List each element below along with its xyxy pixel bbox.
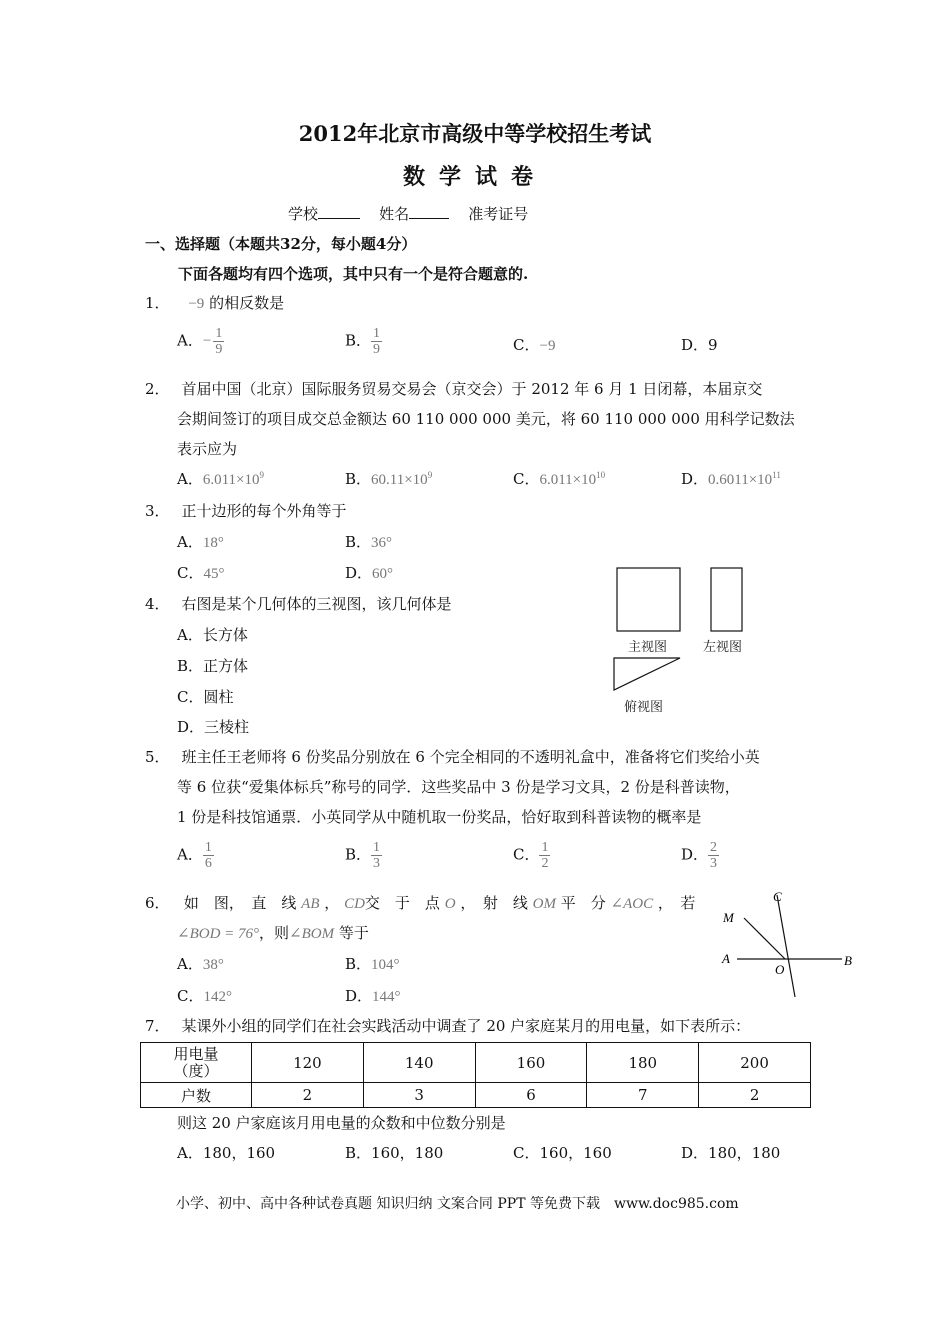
q5-option-c[interactable]: C． $\frac{1}{2}$ bbox=[513, 840, 549, 871]
label-b: B bbox=[844, 953, 852, 968]
q7-option-d[interactable]: D．180，180 bbox=[681, 1144, 781, 1162]
left-view-rect bbox=[711, 568, 742, 631]
footer-note: 小学、初中、高中各种试卷真题 知识归纳 文案合同 PPT 等免费下载 www.doc985.com bbox=[176, 1196, 739, 1212]
q3-option-c[interactable]: C．45° bbox=[177, 564, 225, 582]
paper-subtitle: 数学试卷 bbox=[402, 164, 547, 190]
q3-option-b[interactable]: B．36° bbox=[345, 533, 393, 551]
top-view-triangle bbox=[614, 658, 680, 690]
q4-option-d[interactable]: D．三棱柱 bbox=[177, 718, 250, 736]
table-cell: 200 bbox=[699, 1043, 811, 1083]
q2-line2: 会期间签订的项目成交总金额达 60 110 000 000 美元，将 60 110 000 000 用科学记数法 bbox=[177, 410, 795, 428]
q7-option-b[interactable]: B．160，180 bbox=[345, 1144, 444, 1162]
q7-option-a[interactable]: A．180，160 bbox=[177, 1144, 276, 1162]
q2-option-b[interactable]: B．$60.11\times 10^9$ bbox=[345, 470, 433, 488]
q2-line1: 2． 首届中国（北京）国际服务贸易交易会（京交会）于 2012 年 6 月 1 日闭幕，本届京交 bbox=[145, 380, 763, 398]
line-cd bbox=[777, 895, 795, 997]
q5-option-b[interactable]: B． $\frac{1}{3}$ bbox=[345, 840, 381, 871]
q5-line1: 5． 班主任王老师将 6 份奖品分别放在 6 个完全相同的不透明礼盒中，准备将它们奖给小英 bbox=[145, 748, 760, 766]
q7-option-c[interactable]: C．160，160 bbox=[513, 1144, 612, 1162]
q6-option-b[interactable]: B．104° bbox=[345, 955, 400, 973]
q1-option-c[interactable]: C．−9 bbox=[513, 336, 556, 354]
table-head-households: 户数 bbox=[141, 1083, 252, 1108]
table-cell: 2 bbox=[252, 1083, 364, 1108]
q5-option-a[interactable]: A． $\frac{1}{6}$ bbox=[177, 840, 212, 871]
table-head-usage: 用电量 （度） bbox=[141, 1043, 252, 1083]
label-c: C bbox=[773, 889, 782, 904]
q3-stem: 3． 正十边形的每个外角等于 bbox=[145, 502, 347, 520]
name-blank[interactable] bbox=[409, 204, 449, 219]
q6-line2: ∠BOD = 76°，则∠BOM 等于 bbox=[177, 924, 369, 942]
q3-option-d[interactable]: D．60° bbox=[345, 564, 394, 582]
ray-om bbox=[744, 918, 785, 959]
q5-line2: 等 6 位获“爱集体标兵”称号的同学．这些奖品中 3 份是学习文具，2 份是科普读物， bbox=[177, 778, 740, 796]
q2-option-a[interactable]: A．$6.011\times 10^9$ bbox=[177, 470, 264, 488]
front-view-label: 主视图 bbox=[628, 640, 668, 655]
q7-after: 则这 20 户家庭该月用电量的众数和中位数分别是 bbox=[177, 1114, 506, 1132]
q5-option-d[interactable]: D． $\frac{2}{3}$ bbox=[681, 840, 718, 871]
table-cell: 2 bbox=[699, 1083, 811, 1108]
table-row bbox=[141, 1043, 811, 1083]
q1-math: −9 bbox=[188, 296, 205, 312]
table-row bbox=[141, 1083, 811, 1108]
q4-option-a[interactable]: A．长方体 bbox=[177, 626, 248, 644]
exam-no-label: 准考证号 bbox=[468, 205, 529, 223]
angle-figure bbox=[715, 885, 865, 1005]
label-m: M bbox=[723, 910, 734, 925]
top-view-label: 俯视图 bbox=[624, 700, 664, 715]
exam-title: 2012年北京市高级中等学校招生考试 bbox=[298, 121, 652, 146]
q2-option-d[interactable]: D．$0.6011\times 10^{11}$ bbox=[681, 470, 781, 488]
table-cell: 6 bbox=[475, 1083, 587, 1108]
q2-line3: 表示应为 bbox=[177, 440, 238, 458]
school-label: 学校 bbox=[288, 205, 319, 223]
table-cell: 120 bbox=[252, 1043, 364, 1083]
q1-option-d[interactable]: D．9 bbox=[681, 336, 718, 354]
q1-option-a[interactable]: A．− $\frac{1}{9}$ bbox=[177, 326, 223, 357]
label-o: O bbox=[775, 962, 785, 977]
q7-stem: 7． 某课外小组的同学们在社会实践活动中调查了 20 户家庭某月的用电量，如下表所示： bbox=[145, 1017, 751, 1035]
q3-option-a[interactable]: A．18° bbox=[177, 533, 224, 551]
q4-option-b[interactable]: B．正方体 bbox=[177, 657, 249, 675]
electricity-table bbox=[140, 1042, 811, 1108]
label-a: A bbox=[722, 951, 730, 966]
q6-option-a[interactable]: A．38° bbox=[177, 955, 224, 973]
q1-option-b[interactable]: B． $\frac{1}{9}$ bbox=[345, 326, 381, 357]
front-view-square bbox=[617, 568, 680, 631]
q1-stem: 1． −9 的相反数是 bbox=[145, 294, 285, 312]
q6-option-c[interactable]: C．142° bbox=[177, 987, 232, 1005]
q6-option-d[interactable]: D．144° bbox=[345, 987, 401, 1005]
name-label: 姓名 bbox=[379, 205, 410, 223]
header-fields bbox=[288, 203, 528, 224]
section-title: 一、选择题（本题共32分，每小题4分） bbox=[145, 235, 417, 253]
q4-option-c[interactable]: C．圆柱 bbox=[177, 688, 234, 706]
q4-stem: 4． 右图是某个几何体的三视图，该几何体是 bbox=[145, 595, 452, 613]
left-view-label: 左视图 bbox=[703, 640, 743, 655]
table-cell: 180 bbox=[587, 1043, 699, 1083]
q5-line3: 1 份是科技馆通票．小英同学从中随机取一份奖品，恰好取到科普读物的概率是 bbox=[177, 808, 702, 826]
table-cell: 160 bbox=[475, 1043, 587, 1083]
q2-option-c[interactable]: C．$6.011\times 10^{10}$ bbox=[513, 470, 606, 488]
table-cell: 3 bbox=[363, 1083, 475, 1108]
table-cell: 7 bbox=[587, 1083, 699, 1108]
q6-line1: 6． 如 图， 直 线 AB ， CD交 于 点 O ， 射 线 OM 平 分 ∠AOC ， 若 bbox=[145, 894, 696, 912]
table-cell: 140 bbox=[363, 1043, 475, 1083]
section-instruction: 下面各题均有四个选项，其中只有一个是符合题意的. bbox=[178, 265, 529, 283]
school-blank[interactable] bbox=[318, 204, 360, 219]
